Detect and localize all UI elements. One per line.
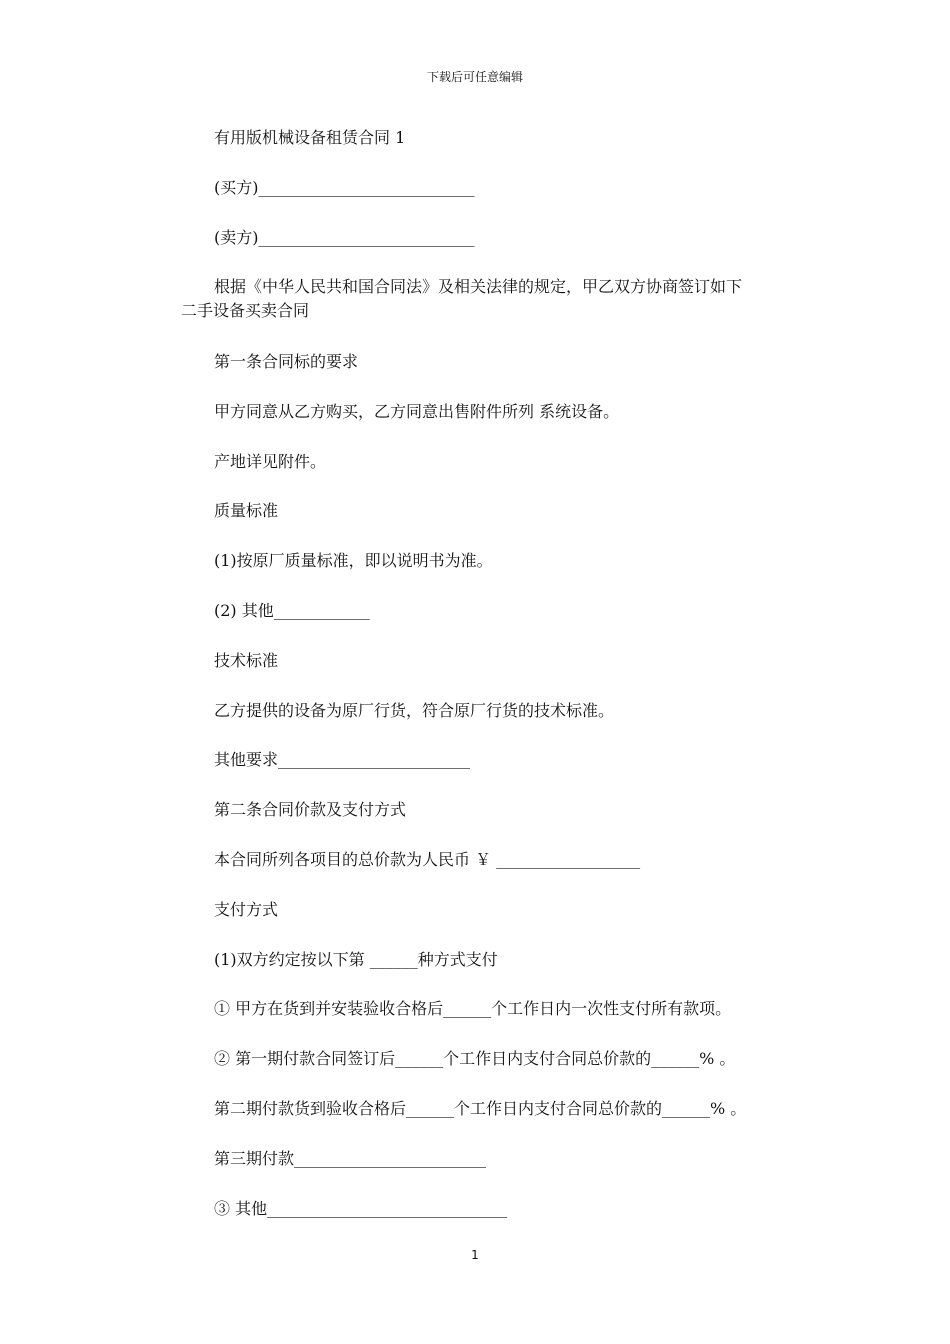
buyer-line: (买方)___________________________ [214, 178, 475, 197]
quality-item-2: (2) 其他____________ [214, 601, 370, 620]
intro-line-2: 二手设备买卖合同 [181, 301, 310, 320]
payment-title: 支付方式 [214, 900, 279, 919]
quality-title: 质量标准 [214, 501, 279, 520]
page-number: 1 [471, 1248, 479, 1262]
other-requirements: 其他要求________________________ [214, 750, 471, 769]
seller-line: (卖方)___________________________ [214, 228, 475, 247]
contract-title: 有用版机械设备租赁合同 1 [214, 128, 406, 147]
article-1-title: 第一条合同标的要求 [214, 352, 359, 371]
intro-paragraph [181, 275, 781, 323]
payment-option-1: ① 甲方在货到并安装验收合格后______个工作日内一次性支付所有款项。 [214, 999, 732, 1018]
article-1-paragraph-2: 产地详见附件。 [214, 452, 327, 471]
payment-item-1: (1)双方约定按以下第 ______种方式支付 [214, 950, 498, 969]
total-price-line: 本合同所列各项目的总价款为人民币 ￥ __________________ [214, 850, 641, 869]
quality-item-1: (1)按原厂质量标准，即以说明书为准。 [214, 551, 493, 570]
tech-paragraph: 乙方提供的设备为原厂行货，符合原厂行货的技术标准。 [214, 701, 615, 720]
intro-line-1: 根据《中华人民共和国合同法》及相关法律的规定，甲乙双方协商签订如下 [214, 277, 743, 296]
payment-phase-3: 第三期付款________________________ [214, 1149, 487, 1168]
tech-title: 技术标准 [214, 651, 279, 670]
page-header: 下载后可任意编辑 [426, 70, 523, 84]
payment-option-2: ② 第一期付款合同签订后______个工作日内支付合同总价款的______% 。 [214, 1049, 736, 1068]
payment-phase-2: 第二期付款货到验收合格后______个工作日内支付合同总价款的______% 。 [214, 1099, 747, 1118]
article-1-paragraph-1: 甲方同意从乙方购买，乙方同意出售附件所列 系统设备。 [214, 402, 620, 421]
payment-option-3: ③ 其他______________________________ [214, 1199, 508, 1218]
article-2-title: 第二条合同价款及支付方式 [214, 800, 407, 819]
